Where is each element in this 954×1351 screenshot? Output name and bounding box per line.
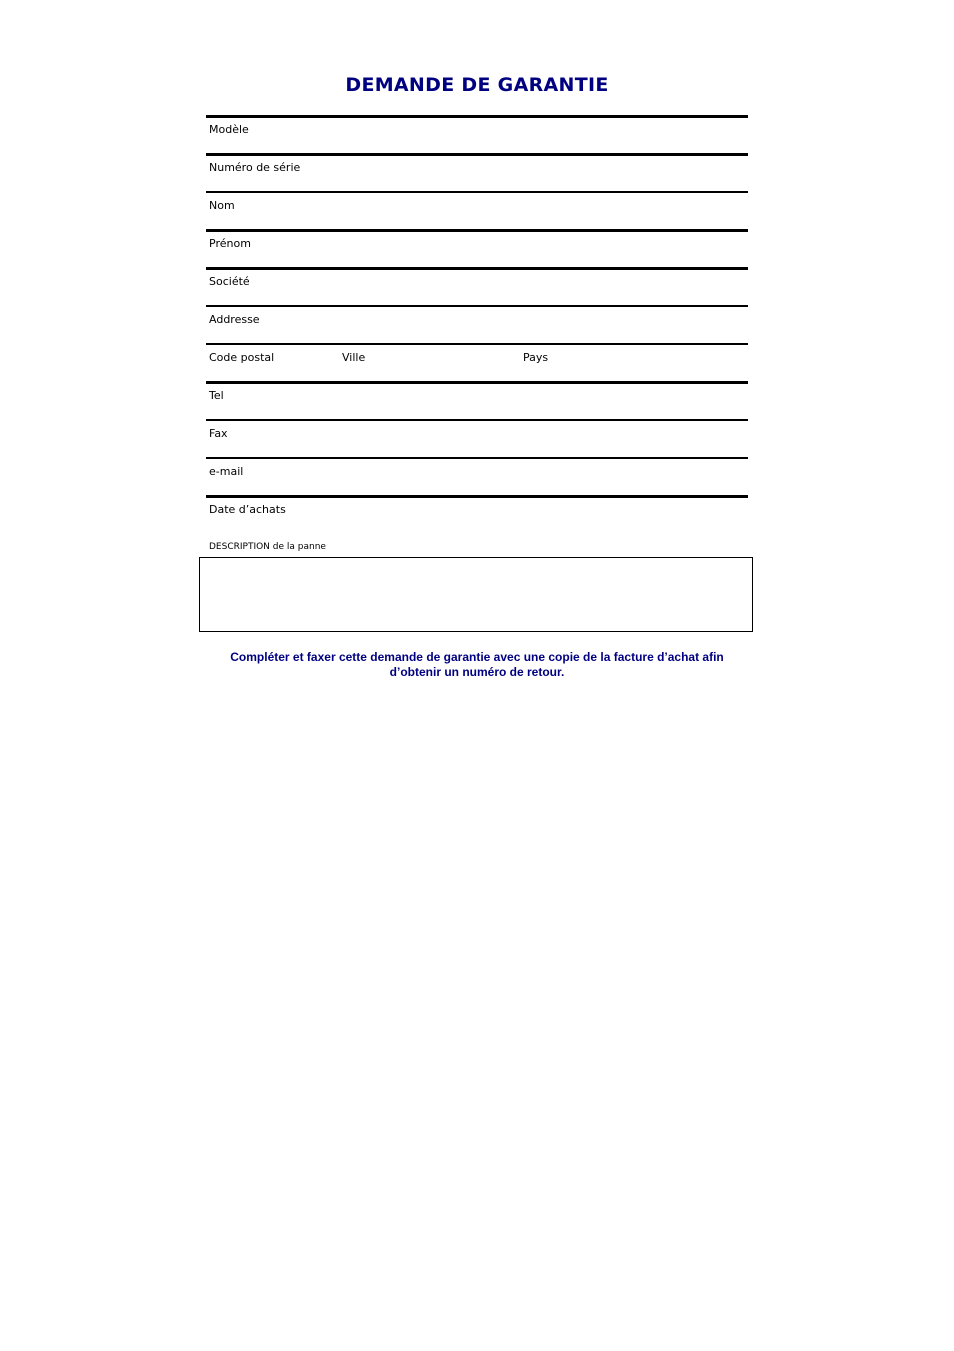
field-row-fax[interactable]: [206, 419, 748, 457]
field-label-fax: Fax: [209, 427, 228, 440]
description-box[interactable]: [199, 557, 753, 632]
field-label-address: Addresse: [209, 313, 260, 326]
field-label-purchase-date: Date d’achats: [209, 503, 286, 516]
field-row-postal-city-country[interactable]: [206, 343, 748, 381]
field-label-serial-number: Numéro de série: [209, 161, 301, 174]
field-row-serial-number[interactable]: [206, 153, 748, 191]
page-title: DEMANDE DE GARANTIE: [345, 74, 609, 96]
field-row-company[interactable]: [206, 267, 748, 305]
field-row-email[interactable]: [206, 457, 748, 495]
footer-instruction: Compléter et faxer cette demande de garantie avec une copie de la facture d’achat afin d’obtenir un numéro de retour.: [230, 650, 724, 679]
field-label-model: Modèle: [209, 123, 249, 136]
field-label-country: Pays: [523, 351, 549, 364]
field-row-address[interactable]: [206, 305, 748, 343]
field-row-purchase-date[interactable]: [206, 495, 748, 533]
field-row-last-name[interactable]: [206, 191, 748, 229]
field-row-phone[interactable]: [206, 381, 748, 419]
field-label-last-name: Nom: [209, 199, 235, 212]
field-label-postal-code: Code postal: [209, 351, 275, 364]
field-label-email: e-mail: [209, 465, 244, 478]
field-label-phone: Tel: [209, 389, 224, 402]
field-label-city: Ville: [342, 351, 366, 364]
description-label: DESCRIPTION de la panne: [209, 542, 326, 552]
field-row-first-name[interactable]: [206, 229, 748, 267]
field-row-model[interactable]: [206, 115, 748, 153]
field-label-first-name: Prénom: [209, 237, 251, 250]
warranty-form: [206, 115, 748, 533]
field-label-company: Société: [209, 275, 250, 288]
